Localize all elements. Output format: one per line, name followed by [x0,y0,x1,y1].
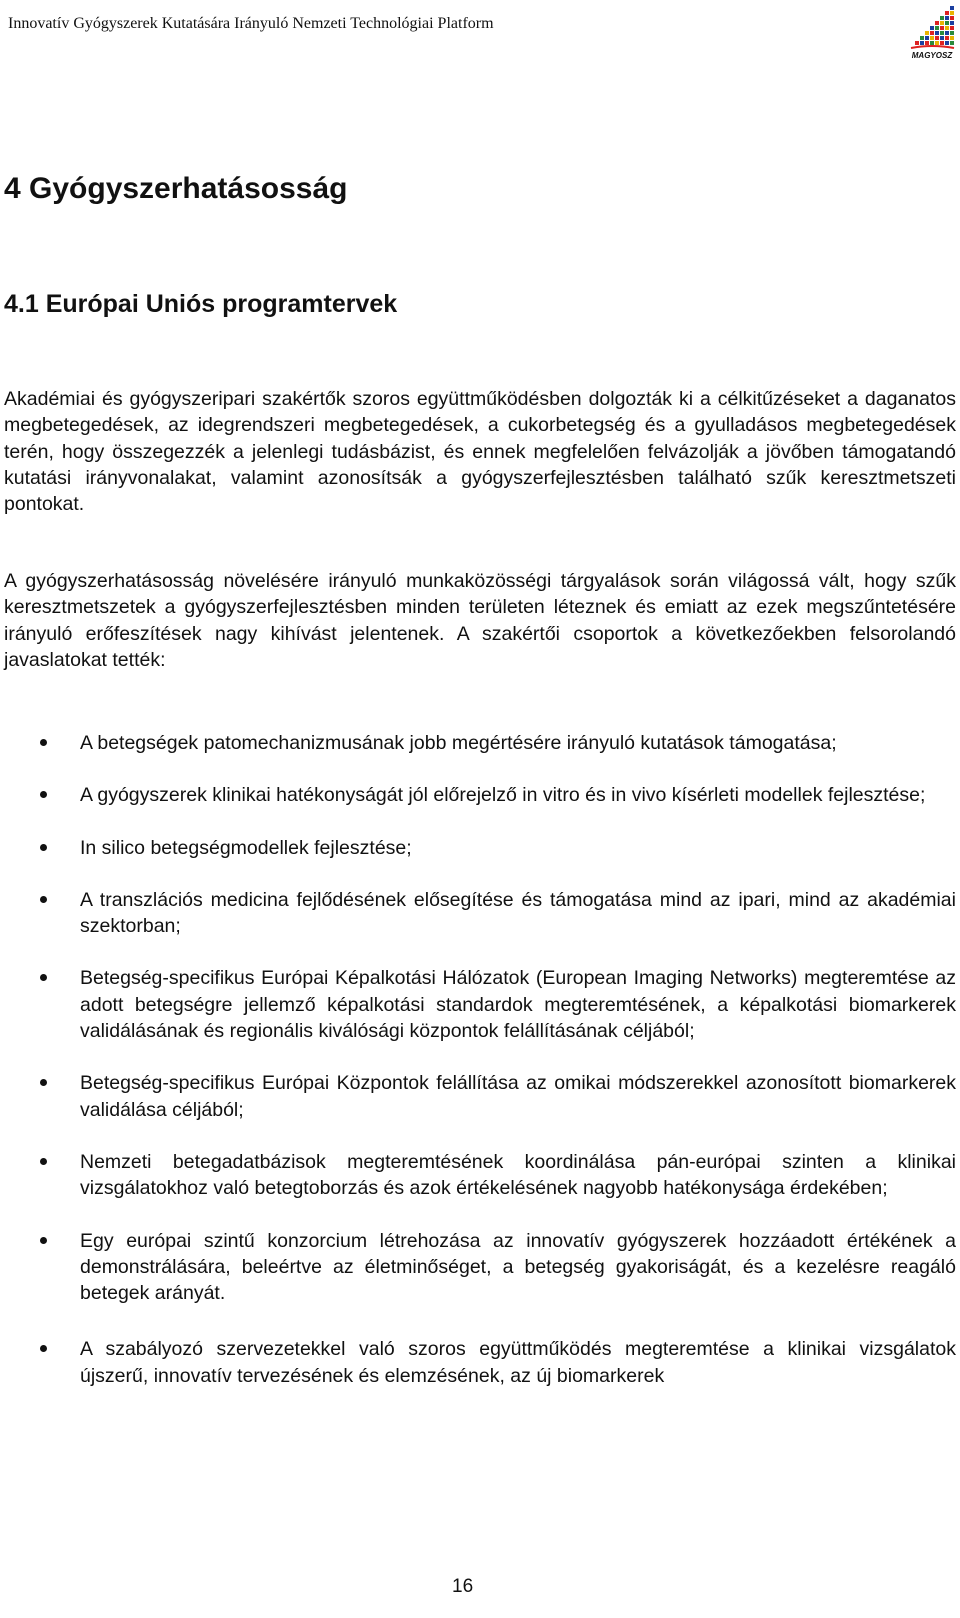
bullet-dot [40,1345,47,1352]
list-item-text: A gyógyszerek klinikai hatékonyságát jól előrejelző in vitro és in vivo kísérleti modellek fejlesztése; [80,784,926,807]
list-item-text: Nemzeti betegadatbázisok megteremtésének koordinálása pán-európai szinten a klinikai vizsgálatokhoz való betegtoborzás és azok értékelésének nagyobb hatékonysága érdekében; [80,1150,956,1200]
bullet-dot [40,896,47,903]
section-subheading: 4.1 Európai Uniós programtervek [4,290,398,318]
list-item-text: Betegség-specifikus Európai Képalkotási Hálózatok (European Imaging Networks) megteremtése az adott betegségre jellemző képalkotási standardok megteremtésének, a képalkotási biomarkerek validálásának és regionális kiválósági központok felállításának céljából; [80,967,956,1043]
bullet-dot [40,739,47,746]
header-title: Innovatív Gyógyszerek Kutatására Irányuló Nemzeti Technológiai Platform [8,15,494,32]
list-item [0,835,960,861]
list-item [0,1149,960,1202]
list-item-text: A szabályozó szervezetekkel való szoros együttműködés megteremtése a klinikai vizsgálatok újszerű, innovatív tervezésének és elemzésének, az új biomarkerek [80,1338,956,1387]
list-item-text: A transzlációs medicina fejlődésének elősegítése és támogatása mind az ipari, mind az akadémiai szektorban; [80,888,956,938]
bullet-dot [40,844,47,851]
list-item [0,782,960,808]
logo-wordmark: MAGYOSZ [911,51,953,60]
bullet-dot [40,1158,47,1165]
list-item [0,1070,960,1123]
list-item [0,887,960,940]
magyosz-logo [908,4,956,62]
list-item-text: Betegség-specifikus Európai Központok felállítása az omikai módszerekkel azonosított biomarkerek validálása céljából; [80,1072,956,1121]
list-item [0,730,960,756]
bullet-dot [40,791,47,798]
bullet-dot [40,974,47,981]
list-item [0,1336,960,1389]
section-heading: 4 Gyógyszerhatásosság [4,172,348,205]
list-item-text: A betegségek patomechanizmusának jobb megértésére irányuló kutatások támogatása; [80,732,837,754]
logo-mosaic [915,6,954,45]
bullet-dot [40,1079,47,1086]
proposal-list [0,730,960,1389]
proposals-intro-paragraph: A gyógyszerhatásosság növelésére irányuló munkaközösségi tárgyalások során világossá vált, hogy szűk keresztmetszetek a gyógyszerfejlesztésben minden területen léteznek és emiatt az ezek megszűntetésére irányuló erőfeszítések nagy kihívást jelentenek. A szakértői csoportok a következőekben felsorolandó javaslatokat tették: [4,570,956,671]
list-item-text: In silico betegségmodellek fejlesztése; [80,836,412,859]
bullet-dot [40,1237,47,1244]
page-number: 16 [452,1576,474,1597]
list-item-text: Egy európai szintű konzorcium létrehozása az innovatív gyógyszerek hozzáadott értékének a demonstrálására, beleértve az életminőséget, a betegség gyakoriságát, és a kezelésre reagáló betegek arányát. [80,1229,956,1305]
list-item [0,965,960,1044]
list-item [0,1228,960,1307]
intro-paragraph: Akadémiai és gyógyszeripari szakértők szoros együttműködésben dolgozták ki a célkitűzéseket a daganatos megbetegedések, az idegrendszeri megbetegedések, a cukorbetegség és a gyulladásos megbetegedések terén, hogy összegezzék a jelenlegi tudásbázist, és ennek megfelelően felvázolják a jövőben támogatandó kutatási irányvonalakat, valamint azonosítsák a gyógyszerfejlesztésben található szűk keresztmetszeti pontokat. [4,388,956,516]
